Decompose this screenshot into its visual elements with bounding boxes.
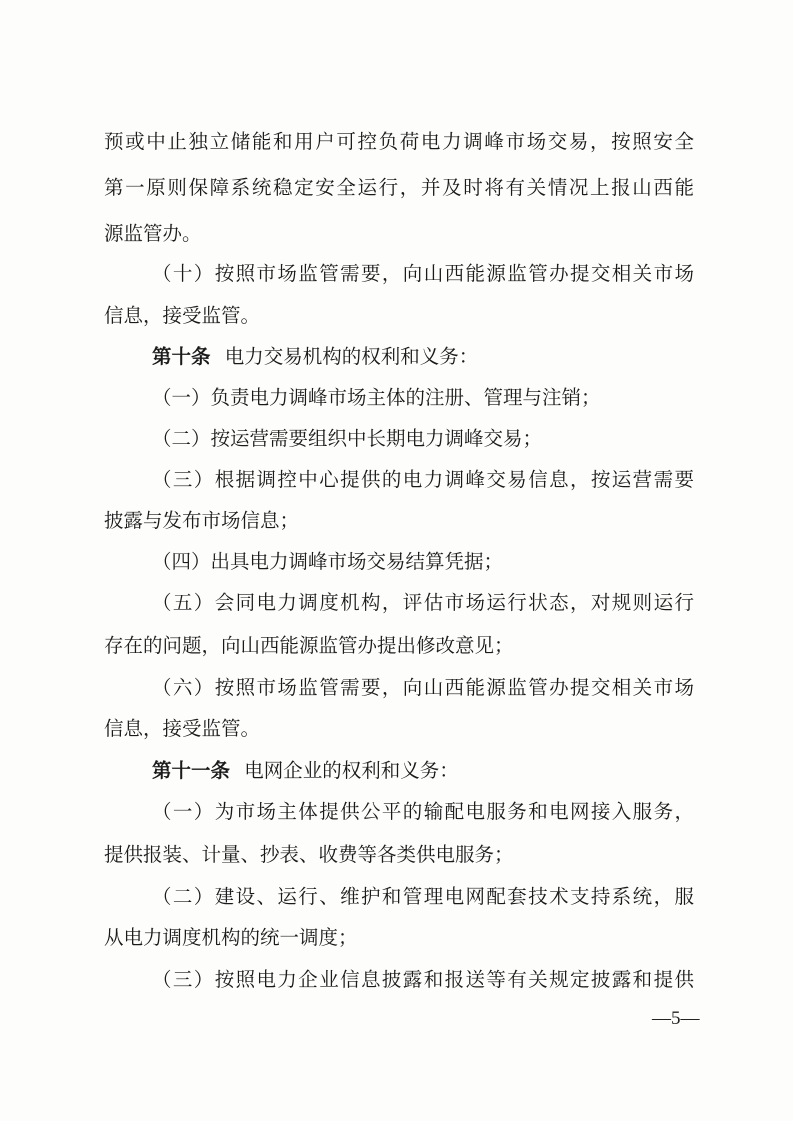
article-11-line — [152, 759, 459, 783]
paragraph-line: （三）根据调控中心提供的电力调峰交易信息，按运营需要 — [152, 468, 694, 491]
article-10-title: 电力交易机构的权利和义务： — [224, 345, 479, 368]
paragraph-line: 第一原则保障系统稳定安全运行，并及时将有关情况上报山西能 — [104, 176, 694, 199]
paragraph-line: 提供报装、计量、抄表、收费等各类供电服务； — [104, 843, 514, 866]
paragraph-line: （二）按运营需要组织中长期电力调峰交易； — [152, 427, 543, 450]
paragraph-line: 预或中止独立储能和用户可控负荷电力调峰市场交易，按照安全 — [104, 130, 694, 153]
paragraph-line: （一）为市场主体提供公平的输配电服务和电网接入服务， — [152, 800, 694, 823]
paragraph-line: 信息，接受监管。 — [104, 717, 261, 740]
paragraph-line: （六）按照市场监管需要，向山西能源监管办提交相关市场 — [152, 676, 694, 699]
paragraph-line: 从电力调度机构的统一调度； — [104, 926, 358, 949]
article-10-line — [152, 345, 478, 369]
page-number: —5— — [652, 1008, 700, 1029]
paragraph-line: （十）按照市场监管需要，向山西能源监管办提交相关市场 — [152, 262, 694, 285]
paragraph-line: （五）会同电力调度机构，评估市场运行状态，对规则运行 — [152, 591, 694, 614]
paragraph-line: （一）负责电力调峰市场主体的注册、管理与注销； — [152, 386, 601, 409]
paragraph-line: （三）按照电力企业信息披露和报送等有关规定披露和提供 — [152, 968, 694, 991]
article-10-heading: 第十条 — [152, 345, 211, 368]
paragraph-line: 源监管办。 — [104, 222, 202, 245]
article-11-heading: 第十一条 — [152, 759, 231, 782]
article-11-title: 电网企业的权利和义务： — [244, 759, 459, 782]
paragraph-line: 存在的问题，向山西能源监管办提出修改意见； — [104, 634, 514, 657]
paragraph-line: （二）建设、运行、维护和管理电网配套技术支持系统，服 — [152, 885, 694, 908]
paragraph-line: 信息，接受监管。 — [104, 304, 261, 327]
paragraph-line: 披露与发布市场信息； — [104, 509, 300, 532]
paragraph-line: （四）出具电力调峰市场交易结算凭据； — [152, 550, 504, 573]
